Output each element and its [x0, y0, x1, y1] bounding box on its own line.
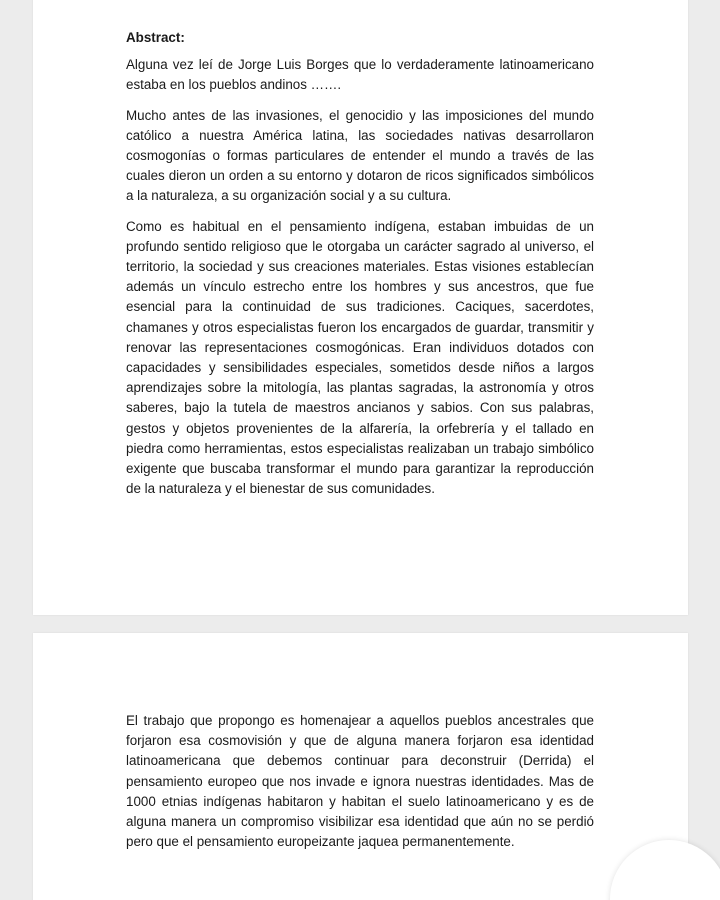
paragraph-homenaje: El trabajo que propongo es homenajear a aquellos pueblos ancestrales que forjaron esa cosmovisión y que de alguna manera forjaron esa identidad latinoamericana que debemos continuar para deconstruir (Derrida) el pensamiento europeo que nos invade e ignora nuestras identidades. Mas de 1000 etnias indígenas habitaron y habitan el suelo latinoamericano y es de alguna manera un compromiso visibilizar esa identidad que aún no se perdió pero que el pensamiento europeizante jaquea permanentemente.: [126, 713, 594, 850]
abstract-heading: Abstract:: [126, 30, 185, 45]
paragraph-pensamiento-indigena: Como es habitual en el pensamiento indígena, estaban imbuidas de un profundo sentido religioso que le otorgaba un carácter sagrado al universo, el territorio, la sociedad y sus creaciones materiales. Estas visiones establecían además un vínculo estrecho entre los hombres y sus ancestros, que fue esencial para la continuidad de sus tradiciones. Caciques, sacerdotes, chamanes y otros especialistas fueron los encargados de guardar, transmitir y renovar las representaciones cosmogónicas. Eran individuos dotados con capacidades y sensibilidades especiales, sometidos desde niños a largos aprendizajes sobre la mitología, las plantas sagradas, la astronomía y otros saberes, bajo la tutela de maestros ancianos y sabios. Con sus palabras, gestos y objetos provenientes de la alfarería, la orfebrería y el tallado en piedra como herramientas, estos especialistas realizaban un trabajo simbólico exigente que buscaba transformar el mundo para garantizar la reproducción de la naturaleza y el bienestar de sus comunidades.: [126, 218, 594, 497]
page-2-content: [126, 711, 594, 862]
page-1-content: [126, 28, 594, 509]
paragraph-borges: Alguna vez leí de Jorge Luis Borges que lo verdaderamente latinoamericano estaba en los pueblos andinos …….: [126, 57, 594, 93]
document-page-1: [33, 0, 688, 615]
document-page-2: [33, 633, 688, 900]
paragraph-cosmogonias: Mucho antes de las invasiones, el genocidio y las imposiciones del mundo católico a nuestra América latina, las sociedades nativas desarrollaron cosmogonías o formas particulares de entender el mundo a través de las cuales dieron un orden a su entorno y dotaron de ricos significados simbólicos a la naturaleza, a su organización social y a su cultura.: [126, 107, 594, 204]
